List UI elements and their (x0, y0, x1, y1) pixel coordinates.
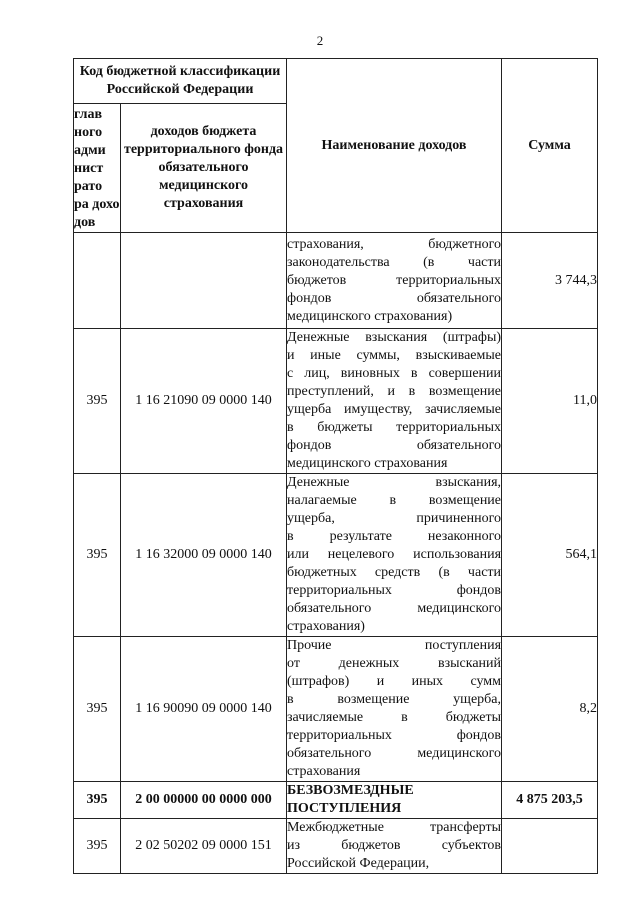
table-row (74, 782, 598, 819)
table-row (74, 819, 598, 874)
income-code-cell: 2 02 50202 09 0000 151 (121, 819, 287, 874)
income-name-line: бюджетных средств (в части (287, 565, 502, 580)
income-name-line: страхования, бюджетного (287, 236, 502, 252)
table-row (74, 637, 598, 782)
income-name-line: Денежные взыскания (штрафы) (287, 330, 502, 345)
header-income-name: Наименование доходов (287, 59, 502, 233)
budget-table (73, 58, 598, 874)
income-name-line: Денежные взыскания, (287, 475, 502, 490)
income-name-line: в возмещение ущерба, (287, 692, 502, 707)
amount-cell (502, 819, 598, 874)
table-row (74, 329, 598, 474)
income-name-line: преступлений, и в возмещение (287, 384, 502, 399)
amount-cell: 11,0 (502, 329, 598, 474)
header-admin-text: глав ного адми нист рато ра дохо дов (74, 107, 120, 230)
income-name-line: территориальных фондов (287, 728, 502, 743)
income-name-line: с лиц, виновных в совершении (287, 366, 502, 381)
income-name-line: бюджетов территориальных (287, 272, 502, 288)
page-number: 2 (316, 33, 324, 48)
table-row (74, 233, 598, 329)
admin-code-cell: 395 (74, 329, 121, 474)
income-name-line: Межбюджетные трансферты (287, 820, 502, 835)
income-name-line: ПОСТУПЛЕНИЯ (287, 801, 402, 816)
income-name-line: медицинского страхования) (287, 308, 453, 324)
income-name-line: или нецелевого использования (287, 547, 502, 562)
income-name-cell (287, 329, 502, 474)
income-name-line: в результате незаконного (287, 529, 502, 544)
table-row (74, 474, 598, 637)
income-name-line: из бюджетов субъектов (287, 838, 502, 853)
admin-code-cell: 395 (74, 819, 121, 874)
income-name-line: медицинского страхования (287, 456, 448, 471)
header-admin-code (74, 104, 121, 233)
admin-code-cell: 395 (74, 782, 121, 819)
income-name-cell (287, 233, 502, 329)
income-name-cell (287, 819, 502, 874)
income-name-line: Прочие поступления (287, 638, 502, 653)
income-name-line: (штрафов) и иных сумм (287, 674, 502, 689)
income-code-cell: 1 16 32000 09 0000 140 (121, 474, 287, 637)
header-income-code: доходов бюджета территориального фонда обязательного медицинского страхования (121, 104, 287, 233)
income-name-line: ущерба имуществу, зачисляемые (287, 402, 502, 417)
income-name-line: налагаемые в возмещение (287, 493, 502, 508)
income-code-cell: 1 16 21090 09 0000 140 (121, 329, 287, 474)
income-name-line: от денежных взысканий (287, 656, 502, 671)
income-name-line: ущерба, причиненного (287, 511, 502, 526)
amount-cell: 4 875 203,5 (502, 782, 598, 819)
income-name-line: территориальных фондов (287, 583, 502, 598)
header-budget-code-text: Код бюджетной классификации Российской Федерации (79, 64, 281, 97)
income-name-line: страхования) (287, 619, 365, 634)
income-code-cell (121, 233, 287, 329)
amount-cell: 3 744,3 (502, 233, 598, 329)
income-name-line: фондов обязательного (287, 290, 502, 306)
income-name-cell (287, 474, 502, 637)
income-name-line: БЕЗВОЗМЕЗДНЫЕ (287, 783, 414, 798)
income-code-cell: 2 00 00000 00 0000 000 (121, 782, 287, 819)
income-name-line: и иные суммы, взыскиваемые (287, 348, 502, 363)
income-name-cell (287, 782, 502, 819)
admin-code-cell: 395 (74, 637, 121, 782)
income-code-cell: 1 16 90090 09 0000 140 (121, 637, 287, 782)
header-budget-code-group (74, 59, 287, 104)
amount-cell: 564,1 (502, 474, 598, 637)
admin-code-cell (74, 233, 121, 329)
income-name-cell (287, 637, 502, 782)
income-name-line: обязательного медицинского (287, 601, 502, 616)
admin-code-cell: 395 (74, 474, 121, 637)
income-name-line: страхования (287, 764, 361, 779)
income-name-line: в бюджеты территориальных (287, 420, 502, 435)
income-name-line: обязательного медицинского (287, 746, 502, 761)
income-name-line: законодательства (в части (287, 254, 502, 270)
income-name-line: фондов обязательного (287, 438, 502, 453)
income-name-line: зачисляемые в бюджеты (287, 710, 502, 725)
income-name-line: Российской Федерации, (287, 856, 430, 871)
amount-cell: 8,2 (502, 637, 598, 782)
header-sum: Сумма (502, 59, 598, 233)
